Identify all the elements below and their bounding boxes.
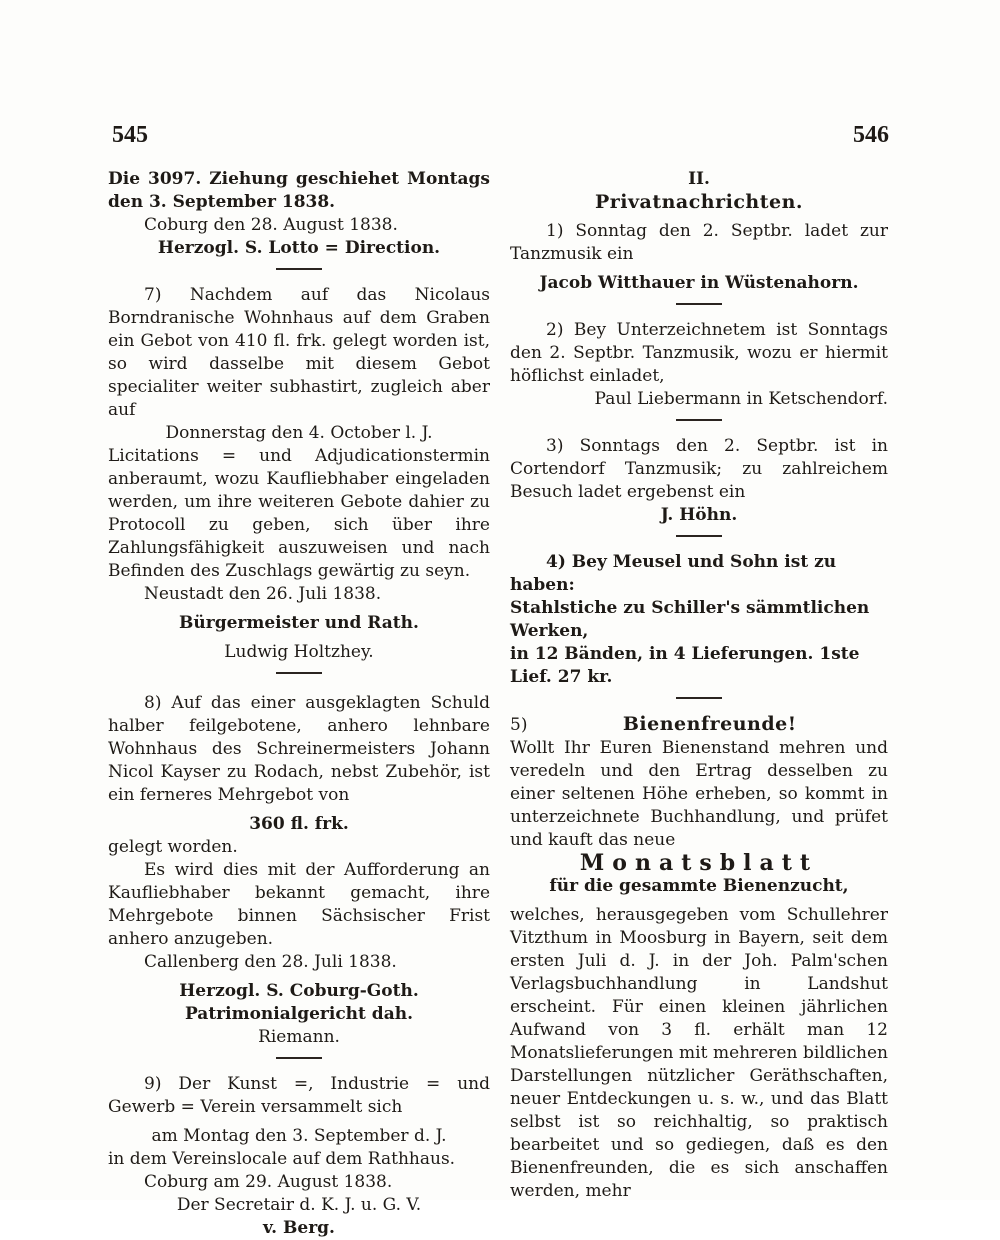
private-notice-2-signature: Paul Liebermann in Ketschendorf. bbox=[594, 389, 888, 409]
private-notice-1-signature: Jacob Witthauer in Wüstenahorn. bbox=[539, 273, 859, 293]
private-notice-5-text: Wollt Ihr Euren Bienenstand mehren und veredeln und den Ertrag desselben zu einer seltenen Höhe erheben, so kommt in unterzeichnete Buchhandlung, und prüfet und kauft das neue bbox=[510, 738, 888, 850]
notice-9-text-2: in dem Vereinslocale auf dem Rathhaus. bbox=[108, 1149, 456, 1169]
divider bbox=[676, 535, 722, 537]
divider bbox=[276, 268, 322, 270]
notice-8-text: 8) Auf das einer ausgeklagten Schuld halber feilgebotene, anhero lehnbare Wohnhaus des Schreinermeisters Johann Nicol Kayser zu Rodach, nebst Zubehör, ist ein ferneres Mehrgebot von bbox=[108, 693, 490, 805]
notice-9-text: 9) Der Kunst =, Industrie = und Gewerb = Verein versammelt sich bbox=[108, 1074, 490, 1117]
notice-8-text-2: gelegt worden. bbox=[108, 837, 238, 857]
notice-7-text: 7) Nachdem auf das Nicolaus Borndranische Wohnhaus auf dem Graben ein Gebot von 410 fl. frk. gelegt worden ist, so wird dasselbe mit diesem Gebot specialiter weiter subhastirt, zugleich aber auf bbox=[108, 285, 490, 420]
notice-9-date: am Montag den 3. September d. J. bbox=[151, 1126, 447, 1146]
private-notice-5-title: Monatsblatt bbox=[579, 850, 819, 876]
notice-8-signature: Herzogl. S. Coburg-Goth. Patrimonialgericht dah. bbox=[179, 981, 419, 1024]
lotto-signature: Herzogl. S. Lotto = Direction. bbox=[157, 238, 441, 258]
lotto-place-date: Coburg den 28. August 1838. bbox=[144, 215, 398, 235]
lotto-notice-text: Die 3097. Ziehung geschiehet Montags den 3. September 1838. bbox=[108, 169, 490, 212]
private-notice-4-text: 4) Bey Meusel und Sohn ist zu haben: bbox=[510, 552, 837, 595]
notice-8-signature-name: Riemann. bbox=[258, 1027, 340, 1047]
private-notice-2-text: 2) Bey Unterzeichnetem ist Sonntags den 2. Septbr. Tanzmusik, wozu er hiermit höflichst einladet, bbox=[510, 320, 888, 386]
notice-7-place-date: Neustadt den 26. Juli 1838. bbox=[144, 584, 382, 604]
left-column bbox=[108, 168, 490, 1240]
divider bbox=[276, 1057, 322, 1059]
right-column bbox=[510, 168, 888, 1203]
private-notice-3-signature: J. Höhn. bbox=[660, 505, 738, 525]
notice-8-amount: 360 fl. frk. bbox=[249, 814, 349, 834]
private-notice-1-text: 1) Sonntag den 2. Septbr. ladet zur Tanzmusik ein bbox=[510, 221, 888, 264]
section-number: II. bbox=[688, 169, 710, 189]
divider bbox=[676, 697, 722, 699]
notice-7-signature: Bürgermeister und Rath. bbox=[179, 613, 419, 633]
divider bbox=[276, 672, 322, 674]
private-notice-5-text-2: welches, herausgegeben vom Schullehrer Vitzthum in Moosburg in Bayern, seit dem ersten Juli d. J. in der Joh. Palm'schen Verlagsbuchhandlung in Landshut erscheint. Für einen kleinen jährlichen Aufwand von 3 fl. erhält man 12 Monatslieferungen mit mehreren bildlichen Darstellungen nützlicher Geräthschaften, neuer Entdeckungen u. s. w., und das Blatt selbst ist so reichhaltig, so praktisch bearbeitet und so gediegen, daß es den Bienenfreunden, die es sich anschaffen werden, mehr bbox=[510, 905, 888, 1201]
notice-9-place-date: Coburg am 29. August 1838. bbox=[144, 1172, 393, 1192]
notice-9-signature: Der Secretair d. K. J. u. G. V. bbox=[176, 1195, 422, 1215]
page-number-left: 545 bbox=[112, 122, 148, 148]
notice-7-date: Donnerstag den 4. October l. J. bbox=[165, 423, 433, 443]
divider bbox=[676, 419, 722, 421]
private-notice-3-text: 3) Sonntags den 2. Septbr. ist in Cortendorf Tanzmusik; zu zahlreichem Besuch ladet ergebenst ein bbox=[510, 436, 888, 502]
notice-8-place-date: Callenberg den 28. Juli 1838. bbox=[144, 952, 397, 972]
private-notice-4-details: in 12 Bänden, in 4 Lieferungen. 1ste Lief. 27 kr. bbox=[510, 644, 860, 687]
private-notice-4-title: Stahlstiche zu Schiller's sämmtlichen Werken, bbox=[510, 598, 870, 641]
divider bbox=[676, 303, 722, 305]
private-notice-5-subtitle: für die gesammte Bienenzucht, bbox=[549, 876, 849, 896]
notice-7-text-continued: Licitations = und Adjudicationstermin anberaumt, wozu Kaufliebhaber eingeladen werden, um ihre weiteren Gebote dahier zu Protocoll zu geben, sich über ihre Zahlungsfähigkeit auszuweisen und nach Befinden des Zuschlags gewärtig zu seyn. bbox=[108, 446, 490, 581]
private-notice-5-heading: Bienenfreunde! bbox=[622, 713, 797, 735]
notice-7-signature-name: Ludwig Holtzhey. bbox=[224, 642, 374, 662]
notice-8-text-3: Es wird dies mit der Aufforderung an Kaufliebhaber bekannt gemacht, ihre Mehrgebote binnen Sächsischer Frist anhero anzugeben. bbox=[108, 860, 490, 949]
notice-9-signature-name: v. Berg. bbox=[263, 1218, 335, 1238]
page-number-right: 546 bbox=[853, 122, 889, 148]
private-notice-5-heading-line bbox=[510, 713, 888, 737]
private-notice-5-number: 5) bbox=[510, 715, 528, 735]
section-title: Privatnachrichten. bbox=[594, 191, 804, 213]
